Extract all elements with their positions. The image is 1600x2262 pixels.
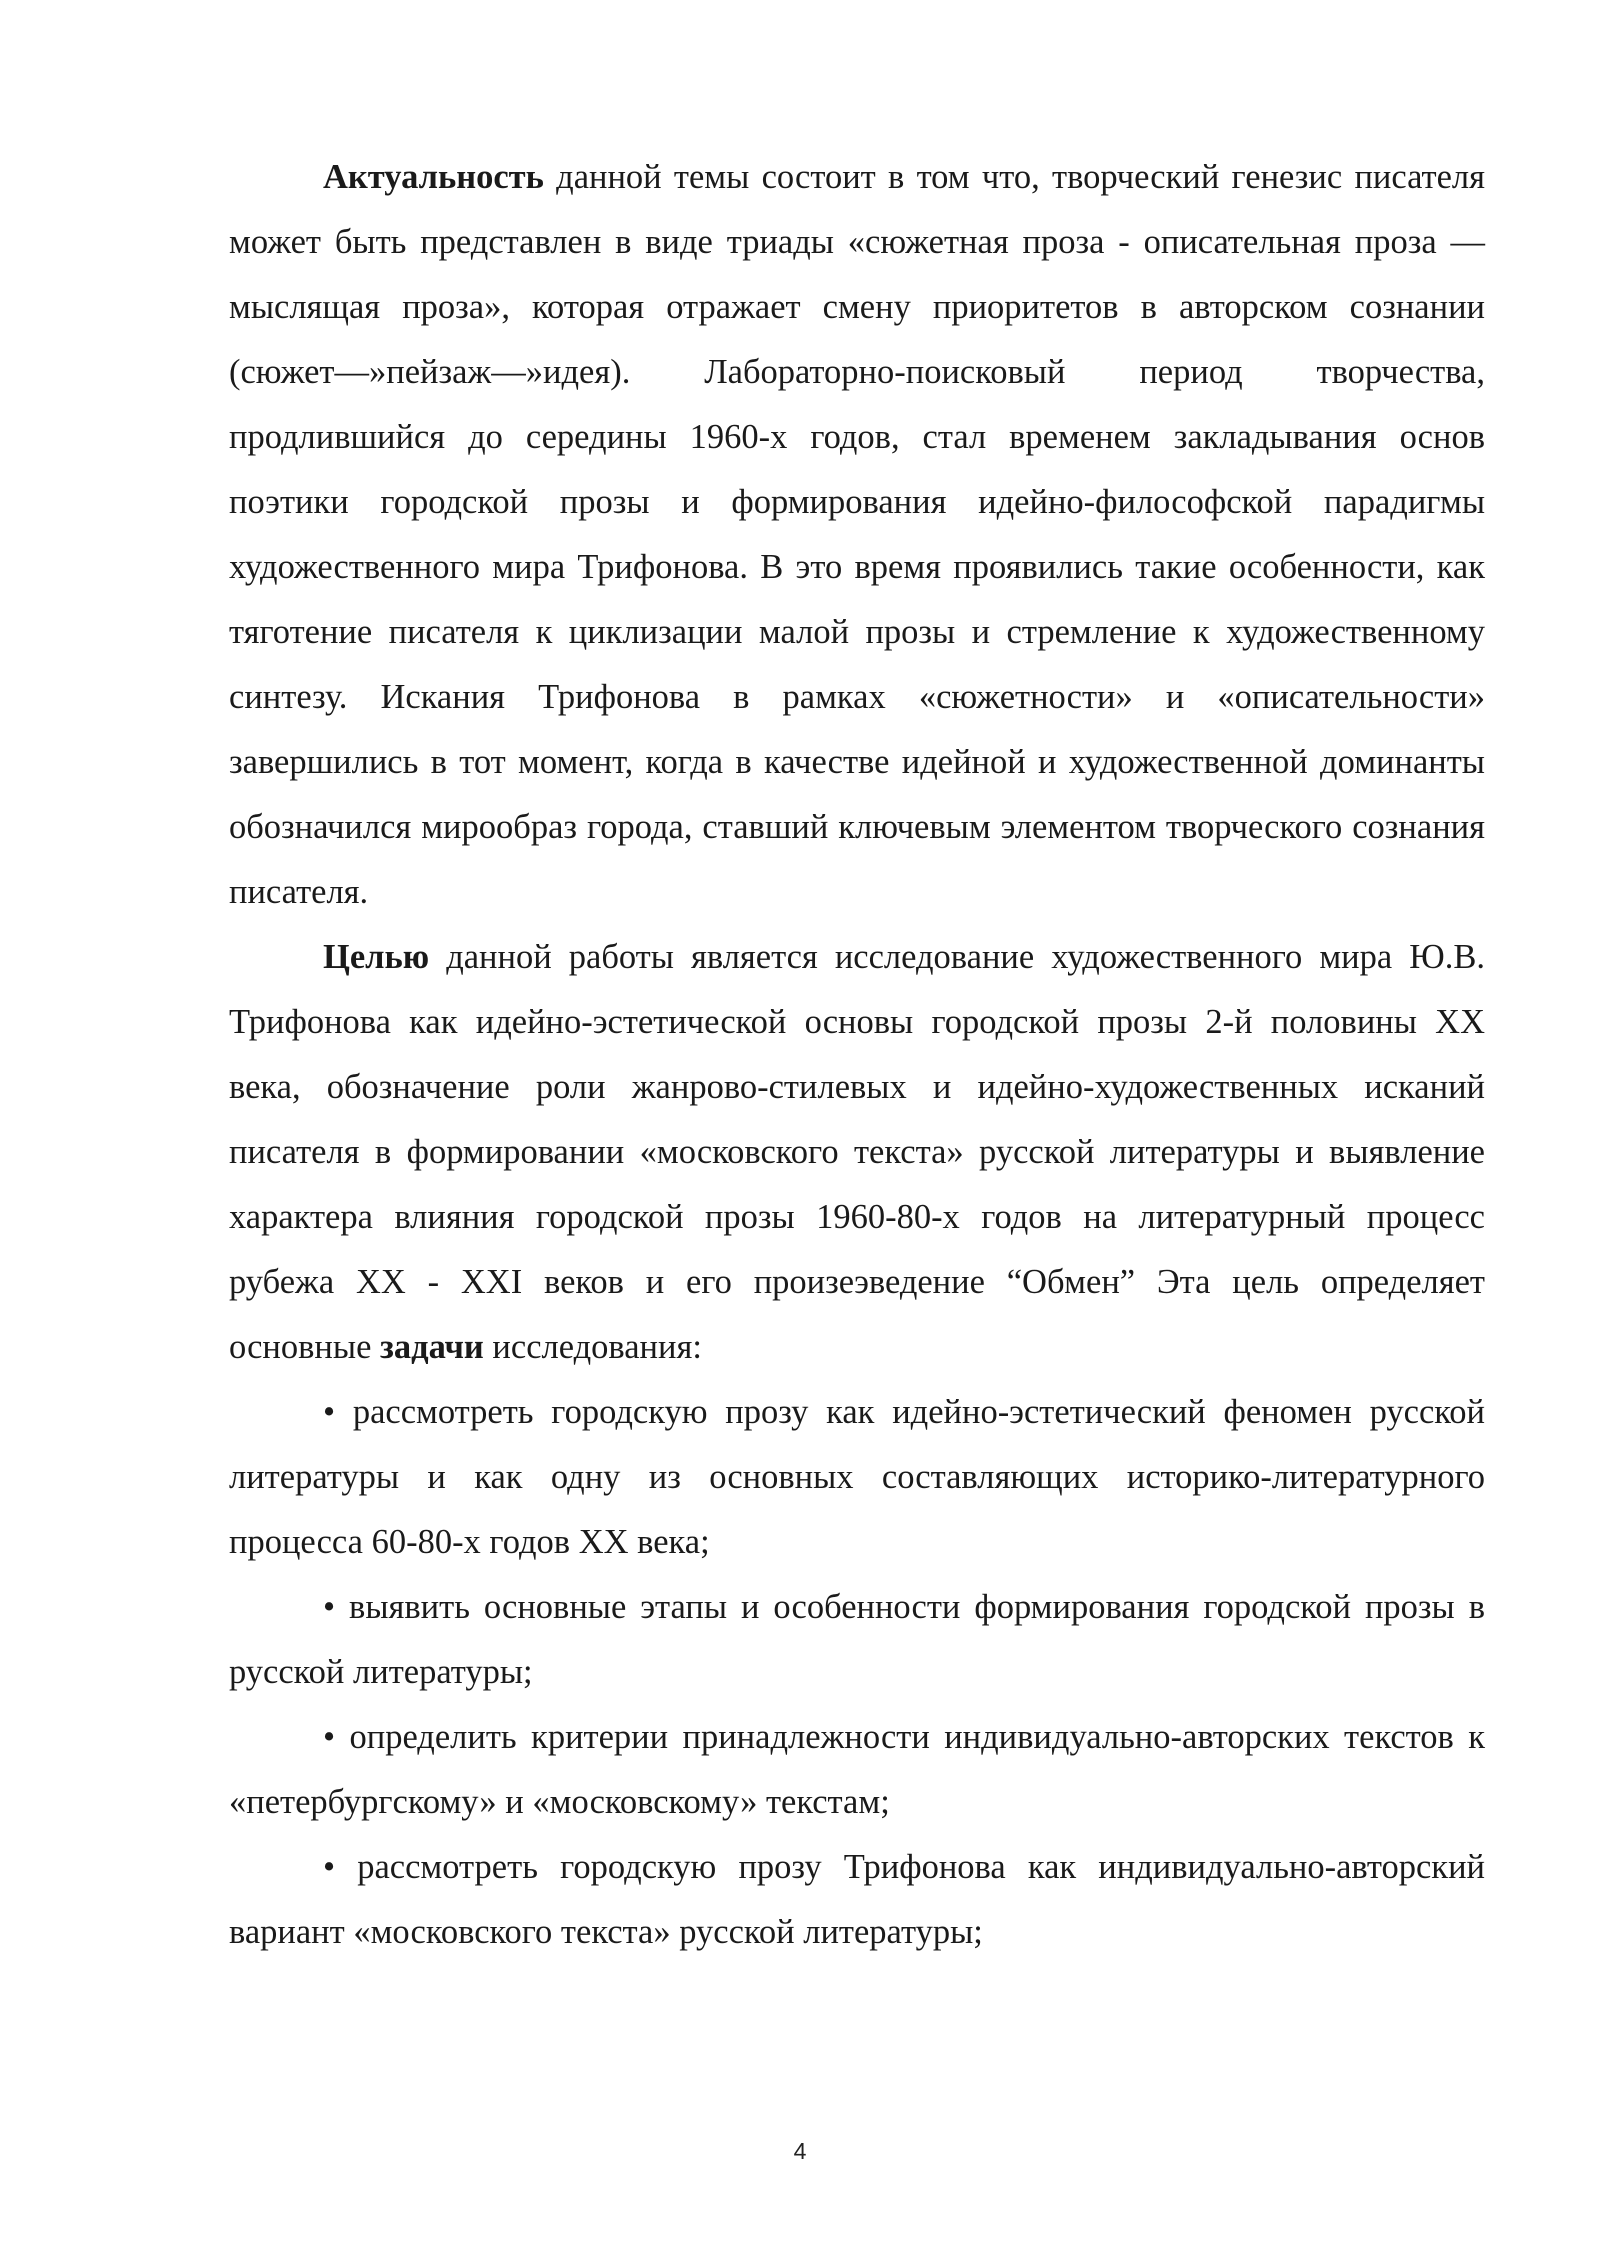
tasks-keyword: задачи [380,1328,484,1366]
relevance-heading: Актуальность [323,158,544,196]
goal-heading: Целью [323,938,430,976]
document-body [229,145,1485,1965]
relevance-paragraph [229,145,1485,925]
goal-text-end: исследования: [483,1328,702,1366]
task-list-item: • рассмотреть городскую прозу как идейно-эстетический феномен русской литературы и как одну из основных составляющих историко-литературного процесса 60-80-х годов XX века; [229,1393,1485,1561]
relevance-text: данной темы состоит в том что, творческий генезис писателя может быть представлен в виде триады «сюжетная проза - описательная проза — мыслящая проза», которая отражает смену приоритетов в авторском сознании (сюжет—»пейзаж—»идея). Лабораторно-поисковый период творчества, продлившийся до середины 1960-х годов, стал временем закладывания основ поэтики городской прозы и формирования идейно-философской парадигмы художественного мира Трифонова. В это время проявились такие особенности, как тяготение писателя к циклизации малой прозы и стремление к художественному синтезу. Искания Трифонова в рамках «сюжетности» и «описательности» завершились в тот момент, когда в качестве идейной и художественной доминанты обозначился мирообраз города, ставший ключевым элементом творческого сознания писателя. [229,158,1485,911]
goal-text: данной работы является исследование художественного мира Ю.В. Трифонова как идейно-эстетической основы городской прозы 2-й половины XX века, обозначение роли жанрово-стилевых и идейно-художественных исканий писателя в формировании «московского текста» русской литературы и выявление характера влияния городской прозы 1960-80-х годов на литературный процесс рубежа XX - XXI веков и его произеэведение “Обмен” Эта цель определяет основные [229,938,1485,1366]
page-number: 4 [793,2138,807,2164]
goal-paragraph [229,925,1485,1380]
task-list-item: • рассмотреть городскую прозу Трифонова как индивидуально-авторский вариант «московского текста» русской литературы; [229,1848,1485,1951]
task-list-item: • выявить основные этапы и особенности формирования городской прозы в русской литературы; [229,1588,1485,1691]
task-list-item: • определить критерии принадлежности индивидуально-авторских текстов к «петербургскому» и «московскому» текстам; [229,1718,1485,1821]
